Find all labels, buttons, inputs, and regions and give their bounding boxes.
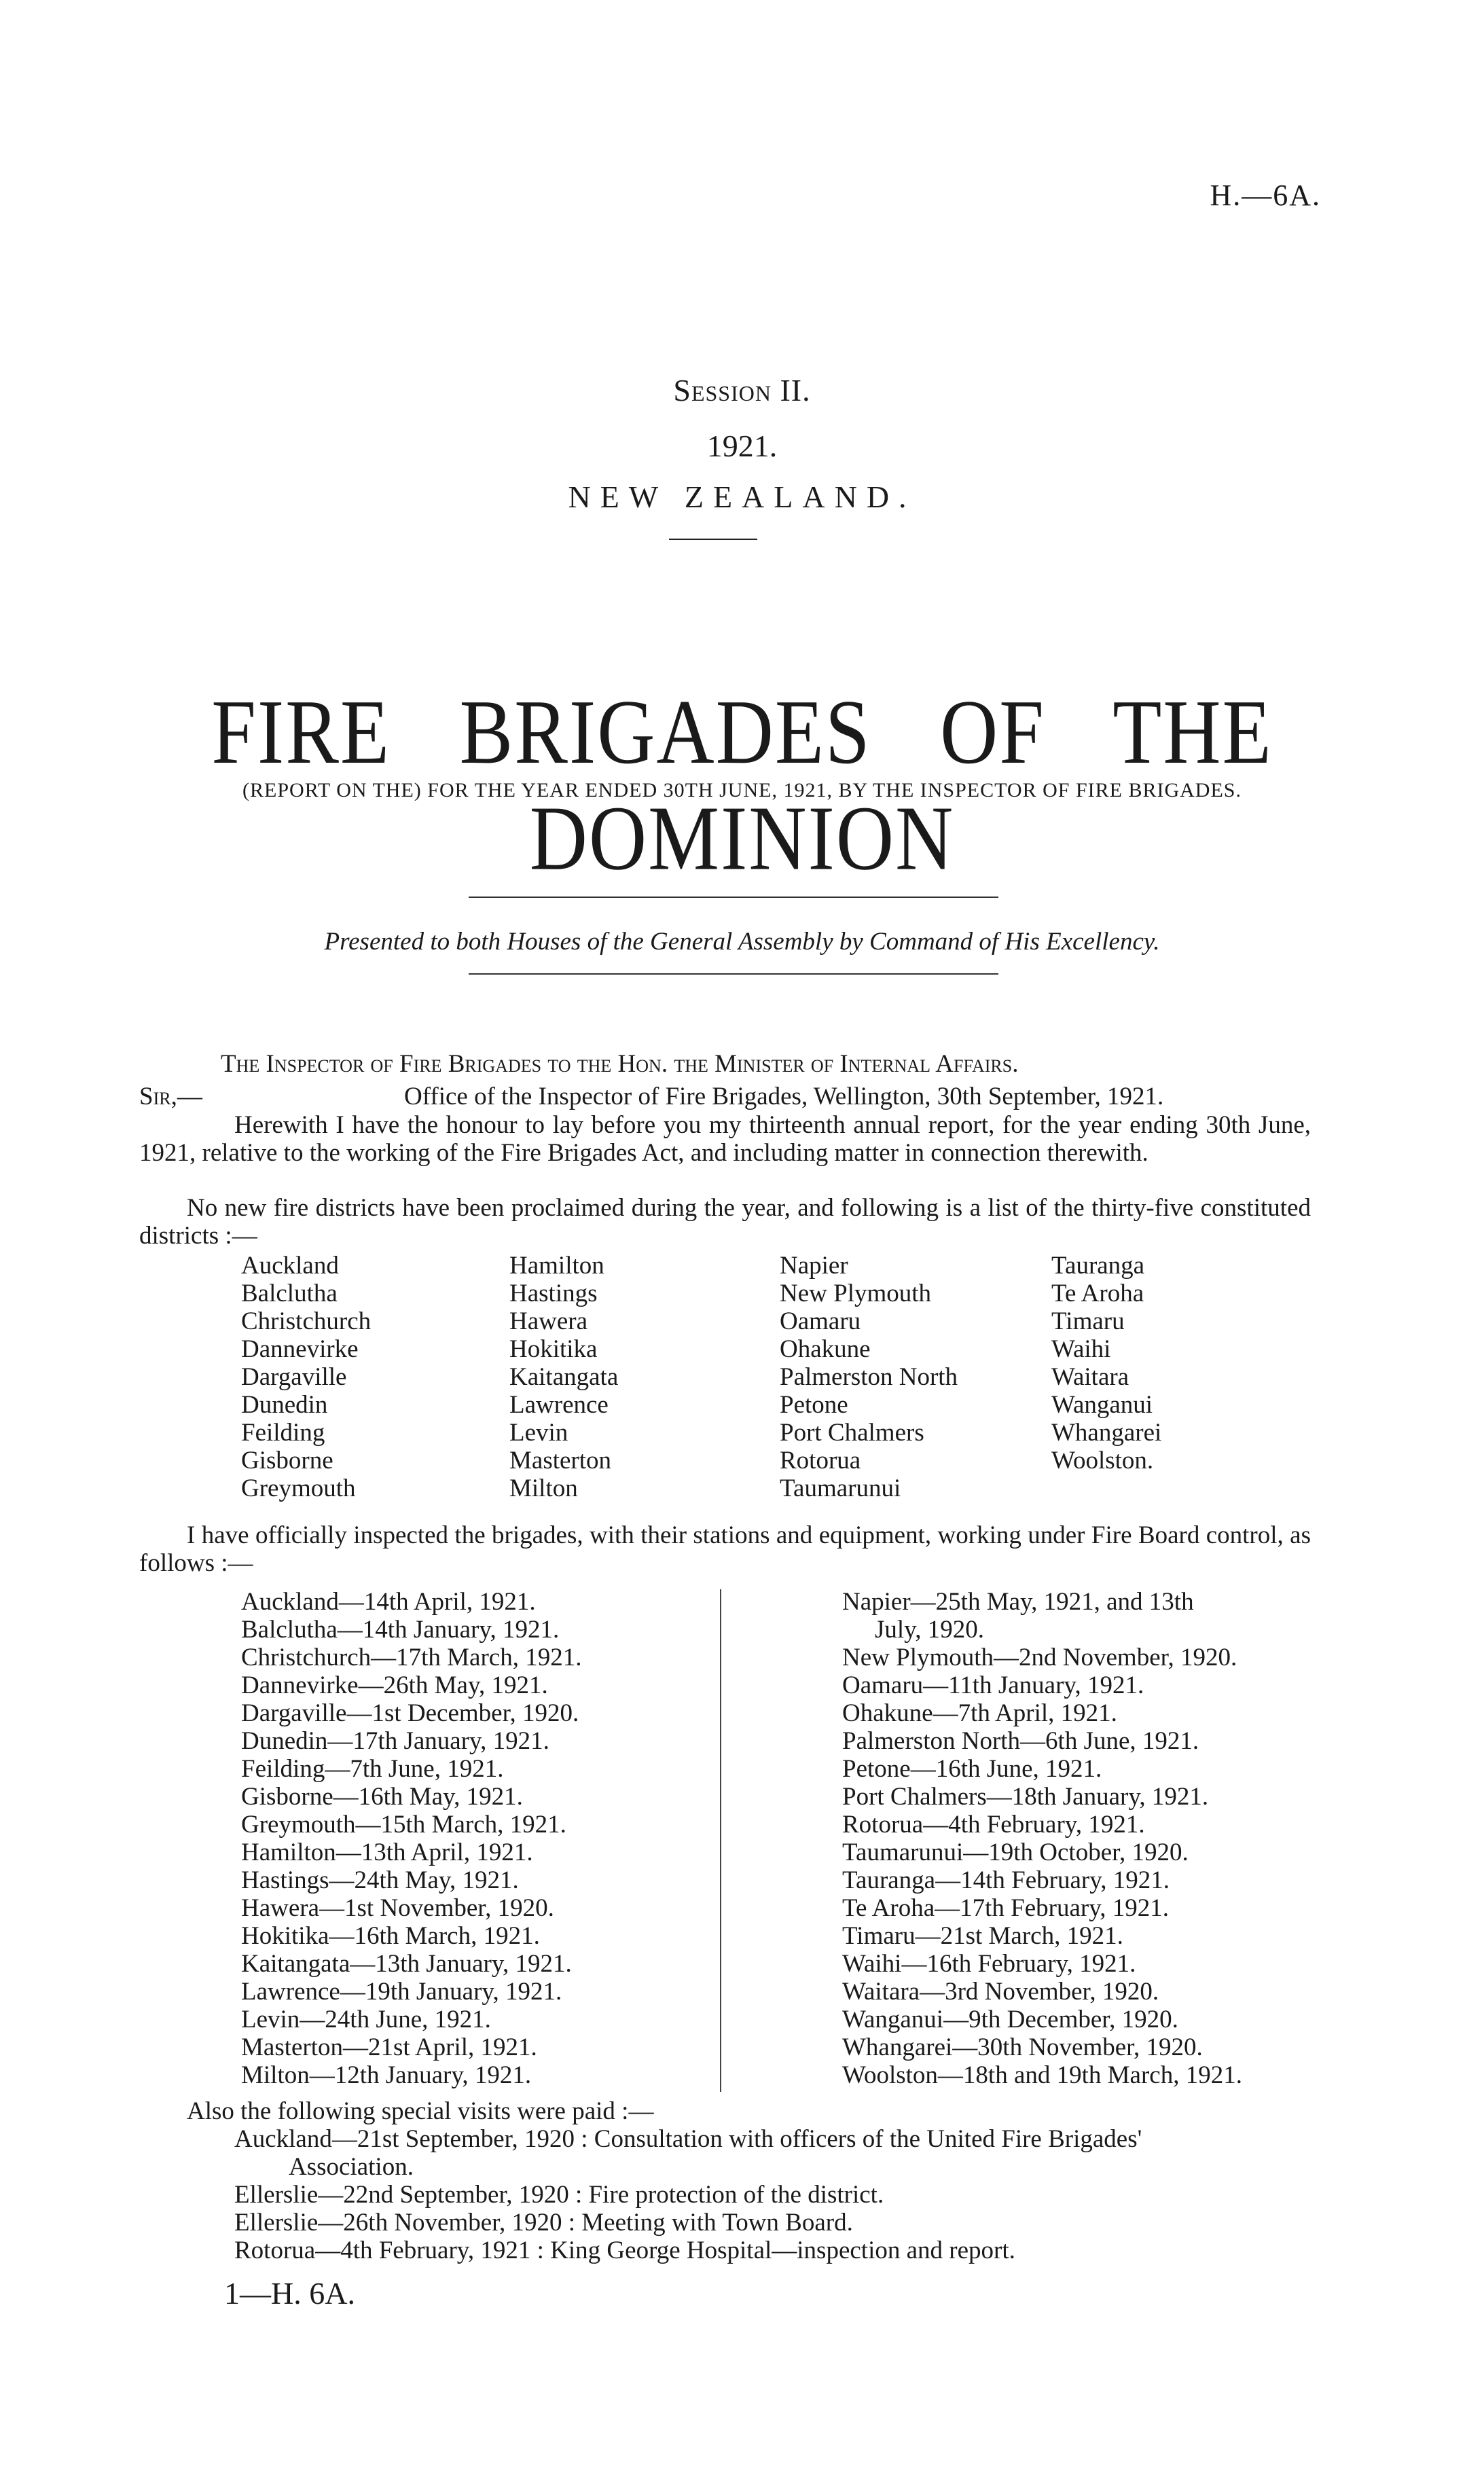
district-name: Wanganui <box>1051 1391 1153 1419</box>
district-name: Palmerston North <box>780 1363 958 1391</box>
special-visits-intro: Also the following special visits were paid :— <box>187 2097 654 2125</box>
country-heading: NEW ZEALAND. <box>568 479 916 514</box>
inspection-entry: Taumarunui—19th October, 1920. <box>842 1839 1189 1866</box>
presented-line: Presented to both Houses of the General Assembly by Command of His Excellency. <box>324 928 1160 956</box>
inspection-entry: Hastings—24th May, 1921. <box>241 1866 519 1894</box>
inspection-entry-continuation: July, 1920. <box>875 1616 985 1644</box>
paragraph-districts: No new fire districts have been proclaimed during the year, and following is a list of the thirty-five constituted districts :— <box>139 1194 1311 1250</box>
inspection-entry: Levin—24th June, 1921. <box>241 2006 491 2033</box>
district-name: Dannevirke <box>241 1335 359 1363</box>
inspection-entry: Gisborne—16th May, 1921. <box>241 1783 523 1811</box>
inspection-entry: Woolston—18th and 19th March, 1921. <box>842 2061 1242 2089</box>
district-name: Christchurch <box>241 1307 372 1335</box>
divider <box>469 897 998 898</box>
inspection-entry: Balclutha—14th January, 1921. <box>241 1616 560 1644</box>
inspection-entry: Napier—25th May, 1921, and 13th <box>842 1588 1194 1616</box>
special-visit: Rotorua—4th February, 1921 : King George Hospital—inspection and report. <box>234 2237 1015 2264</box>
year-heading: 1921. <box>706 429 778 463</box>
inspection-entry: Port Chalmers—18th January, 1921. <box>842 1783 1209 1811</box>
inspection-entry: Whangarei—30th November, 1920. <box>842 2033 1203 2061</box>
session-heading: Session II. <box>673 373 811 408</box>
districts-column-4 <box>1051 1252 1161 1474</box>
district-name: Auckland <box>241 1252 339 1280</box>
district-name: Whangarei <box>1051 1419 1162 1447</box>
inspection-entry: Hamilton—13th April, 1921. <box>241 1839 533 1866</box>
district-name: Masterton <box>509 1447 612 1474</box>
district-name: Timaru <box>1051 1307 1125 1335</box>
districts-column-1 <box>241 1252 371 1502</box>
district-name: Feilding <box>241 1419 325 1447</box>
inspection-entry: Milton—12th January, 1921. <box>241 2061 532 2089</box>
district-name: Ohakune <box>780 1335 871 1363</box>
district-name: Rotorua <box>780 1447 861 1474</box>
inspection-entry: Wanganui—9th December, 1920. <box>842 2006 1178 2033</box>
page-footer-reference: 1—H. 6A. <box>224 2276 355 2311</box>
inspection-entry: Waihi—16th February, 1921. <box>842 1950 1136 1978</box>
inspection-entry: Lawrence—19th January, 1921. <box>241 1978 562 2006</box>
inspection-entry: Dannevirke—26th May, 1921. <box>241 1671 548 1699</box>
inspection-entry: Christchurch—17th March, 1921. <box>241 1644 582 1671</box>
district-name: Kaitangata <box>509 1363 619 1391</box>
paragraph-inspections: I have officially inspected the brigades, with their stations and equipment, working under Fire Board control, as follows :— <box>139 1521 1311 1577</box>
inspection-entry: Oamaru—11th January, 1921. <box>842 1671 1144 1699</box>
inspection-entry: Waitara—3rd November, 1920. <box>842 1978 1159 2006</box>
district-name: Levin <box>509 1419 568 1447</box>
district-name: Petone <box>780 1391 848 1419</box>
special-visit: Auckland—21st September, 1920 : Consultation with officers of the United Fire Brigades' <box>234 2125 1142 2153</box>
district-name: Napier <box>780 1252 848 1280</box>
inspection-entry: Hokitika—16th March, 1921. <box>241 1922 540 1950</box>
inspection-entry: Rotorua—4th February, 1921. <box>842 1811 1145 1839</box>
district-name: Woolston. <box>1051 1447 1154 1474</box>
letter-addressee: The Inspector of Fire Brigades to the Hon. the Minister of Internal Affairs. <box>221 1050 1019 1078</box>
district-name: Hastings <box>509 1280 598 1307</box>
inspection-entry: Kaitangata—13th January, 1921. <box>241 1950 572 1978</box>
district-name: Greymouth <box>241 1474 356 1502</box>
district-name: Taumarunui <box>780 1474 901 1502</box>
districts-column-2 <box>509 1252 618 1502</box>
inspection-entry: Ohakune—7th April, 1921. <box>842 1699 1117 1727</box>
inspections-right-column <box>842 1588 1242 2089</box>
district-name: Hamilton <box>509 1252 604 1280</box>
district-name: Waihi <box>1051 1335 1111 1363</box>
district-name: Te Aroha <box>1051 1280 1144 1307</box>
districts-column-3 <box>780 1252 958 1502</box>
district-name: Waitara <box>1051 1363 1129 1391</box>
inspections-left-column <box>241 1588 581 2089</box>
inspection-entry: Petone—16th June, 1921. <box>842 1755 1102 1783</box>
special-visit-continuation: Association. <box>289 2153 414 2181</box>
paragraph-intro: Herewith I have the honour to lay before you my thirteenth annual report, for the year ending 30th June, 1921, relative to the working of the Fire Brigades Act, and including matter in connection therewith. <box>139 1111 1311 1167</box>
inspection-entry: Dargaville—1st December, 1920. <box>241 1699 579 1727</box>
letter-salutation: Sir,— <box>139 1083 202 1110</box>
inspection-entry: Feilding—7th June, 1921. <box>241 1755 504 1783</box>
district-name: Oamaru <box>780 1307 861 1335</box>
inspection-entry: Auckland—14th April, 1921. <box>241 1588 536 1616</box>
district-name: Gisborne <box>241 1447 333 1474</box>
district-name: Dunedin <box>241 1391 328 1419</box>
document-subtitle: (REPORT ON THE) FOR THE YEAR ENDED 30TH JUNE, 1921, BY THE INSPECTOR OF FIRE BRIGADES. <box>242 779 1242 801</box>
document-title: FIRE BRIGADES OF THE DOMINION <box>211 681 1273 890</box>
document-reference: H.—6A. <box>1210 179 1321 212</box>
letter-dateline: Office of the Inspector of Fire Brigades, Wellington, 30th September, 1921. <box>404 1083 1164 1110</box>
inspection-entry: Tauranga—14th February, 1921. <box>842 1866 1170 1894</box>
district-name: Lawrence <box>509 1391 609 1419</box>
district-name: Dargaville <box>241 1363 347 1391</box>
inspection-entry: Dunedin—17th January, 1921. <box>241 1727 549 1755</box>
special-visit: Ellerslie—22nd September, 1920 : Fire protection of the district. <box>234 2181 884 2209</box>
district-name: Tauranga <box>1051 1252 1145 1280</box>
inspection-entry: Palmerston North—6th June, 1921. <box>842 1727 1199 1755</box>
divider <box>469 973 998 975</box>
column-divider <box>720 1589 721 2092</box>
district-name: Hokitika <box>509 1335 598 1363</box>
district-name: Hawera <box>509 1307 588 1335</box>
district-name: Balclutha <box>241 1280 338 1307</box>
inspection-entry: Hawera—1st November, 1920. <box>241 1894 554 1922</box>
district-name: Port Chalmers <box>780 1419 924 1447</box>
special-visit: Ellerslie—26th November, 1920 : Meeting with Town Board. <box>234 2209 853 2237</box>
inspection-entry: Masterton—21st April, 1921. <box>241 2033 537 2061</box>
inspection-entry: Greymouth—15th March, 1921. <box>241 1811 566 1839</box>
inspection-entry: New Plymouth—2nd November, 1920. <box>842 1644 1237 1671</box>
inspection-entry: Te Aroha—17th February, 1921. <box>842 1894 1170 1922</box>
inspection-entry: Timaru—21st March, 1921. <box>842 1922 1123 1950</box>
district-name: Milton <box>509 1474 578 1502</box>
district-name: New Plymouth <box>780 1280 932 1307</box>
divider <box>669 539 757 540</box>
